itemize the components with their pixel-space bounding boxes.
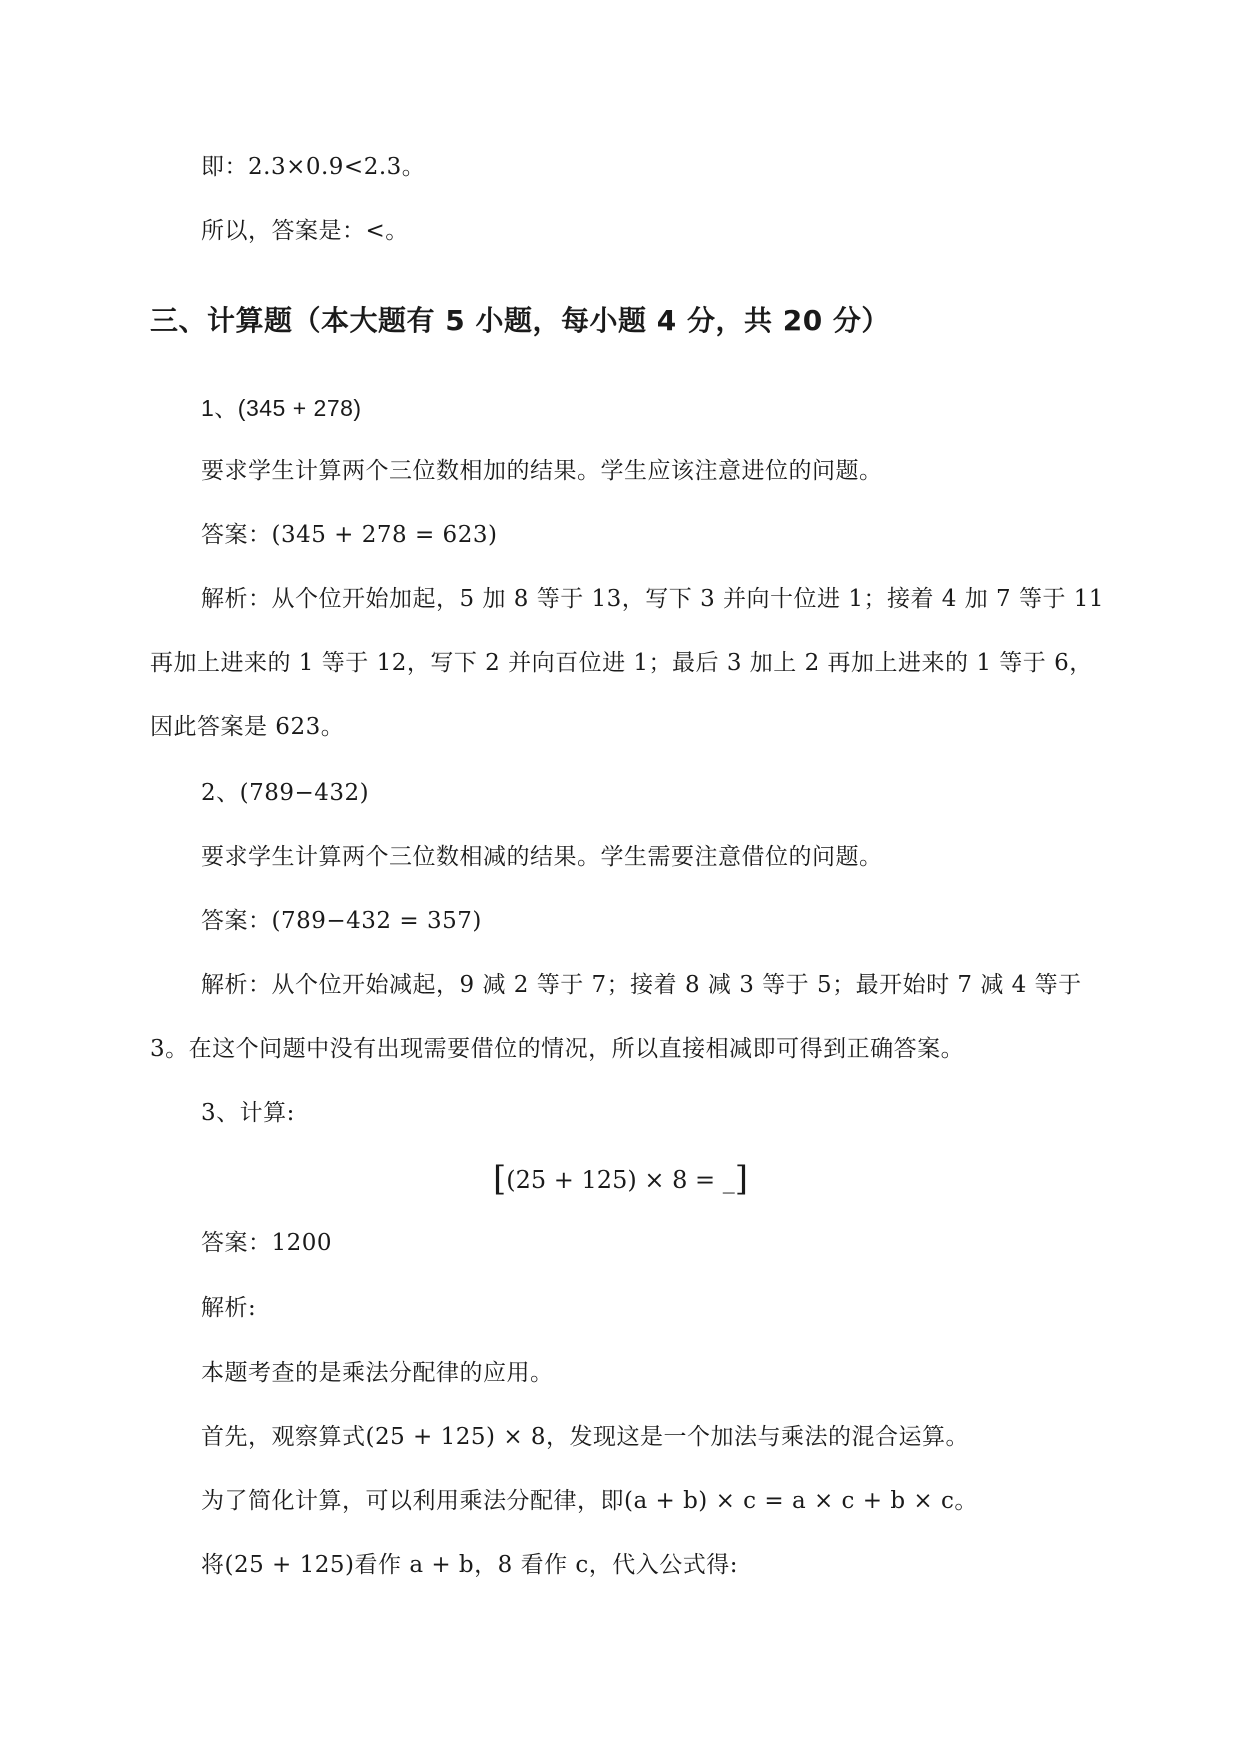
q2-answer: 答案：(789−432 = 357)	[201, 908, 482, 934]
previous-answer-line-2: 所以，答案是：<。	[201, 218, 409, 244]
q1-answer: 答案：(345 + 278 = 623)	[201, 522, 498, 548]
q1-title: 1、(345 + 278)	[201, 395, 362, 421]
q2-analysis-line-1: 解析：从个位开始减起，9 减 2 等于 7；接着 8 减 3 等于 5；最开始时 7 减 4 等于	[201, 972, 1082, 998]
q1-analysis-line-1: 解析：从个位开始加起，5 加 8 等于 13，写下 3 并向十位进 1；接着 4 加 7 等于 11	[201, 586, 1105, 612]
formula-right-bracket: ]	[734, 1159, 748, 1199]
q3-answer: 答案：1200	[201, 1230, 333, 1256]
q1-description: 要求学生计算两个三位数相加的结果。学生应该注意进位的问题。	[201, 458, 883, 484]
q2-analysis-line-2: 3。在这个问题中没有出现需要借位的情况，所以直接相减即可得到正确答案。	[150, 1036, 965, 1062]
previous-answer-line-1: 即：2.3×0.9<2.3。	[201, 154, 426, 180]
q3-paragraph-1: 本题考查的是乘法分配律的应用。	[201, 1360, 554, 1386]
q3-formula	[0, 1160, 1241, 1197]
formula-body: (25 + 125) × 8 = _	[506, 1166, 735, 1194]
q3-title: 3、计算:	[201, 1100, 295, 1126]
q3-paragraph-2: 首先，观察算式(25 + 125) × 8，发现这是一个加法与乘法的混合运算。	[201, 1424, 970, 1450]
q3-paragraph-3: 为了简化计算，可以利用乘法分配律，即(a + b) × c = a × c + b × c。	[201, 1488, 978, 1514]
q1-analysis-line-3: 因此答案是 623。	[150, 714, 345, 740]
q2-description: 要求学生计算两个三位数相减的结果。学生需要注意借位的问题。	[201, 844, 883, 870]
formula-left-bracket: [	[493, 1159, 507, 1199]
section-heading: 三、计算题（本大题有 5 小题，每小题 4 分，共 20 分）	[150, 304, 890, 337]
q1-analysis-line-2: 再加上进来的 1 等于 12，写下 2 并向百位进 1；最后 3 加上 2 再加上进来的 1 等于 6，	[150, 650, 1093, 676]
q3-analysis-label: 解析:	[201, 1295, 257, 1321]
q3-paragraph-4: 将(25 + 125)看作 a + b，8 看作 c，代入公式得:	[201, 1552, 739, 1578]
q2-title: 2、(789−432)	[201, 780, 370, 806]
